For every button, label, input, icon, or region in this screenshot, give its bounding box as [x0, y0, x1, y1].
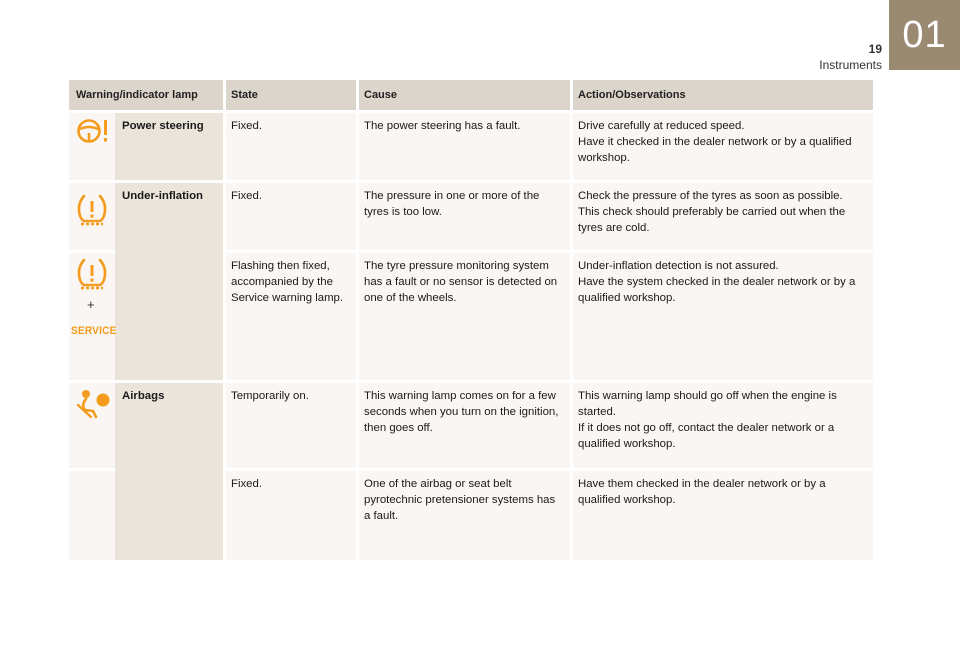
lamp-cause: This warning lamp comes on for a few seconds when you turn on the ignition, then goes off. [364, 390, 559, 434]
column-header-state: State [224, 80, 357, 110]
service-warning-icon: SERVICE [71, 325, 117, 337]
airbag-warning-icon [75, 389, 111, 424]
lamp-action: Under-inflation detection is not assured. Have the system checked in the dealer network or by a qualified workshop. [578, 260, 856, 304]
column-header-action: Action/Observations [571, 80, 873, 110]
lamp-action: Check the pressure of the tyres as soon as possible. This check should preferably be carried out when the tyres are cold. [578, 190, 846, 234]
column-header-lamp: Warning/indicator lamp [69, 80, 224, 110]
tyre-pressure-warning-icon [76, 257, 108, 296]
lamp-action: Have them checked in the dealer network or by a qualified workshop. [578, 478, 826, 506]
lamp-state: Temporarily on. [231, 390, 309, 402]
lamp-state: Fixed. [231, 190, 263, 202]
warning-lamp-table [69, 80, 873, 560]
plus-sign: + [87, 297, 95, 312]
lamp-name: Airbags [122, 390, 165, 402]
section-title: Instruments [819, 58, 882, 72]
lamp-cause: The pressure in one or more of the tyres is too low. [364, 190, 540, 218]
page-number: 19 [868, 42, 882, 56]
lamp-action: This warning lamp should go off when the engine is started. If it does not go off, contact the dealer network or a qualified workshop. [578, 390, 837, 450]
chapter-tab: 01 [889, 0, 960, 70]
lamp-state: Flashing then fixed, accompanied by the Service warning lamp. [231, 260, 344, 304]
lamp-cause: The power steering has a fault. [364, 120, 521, 132]
lamp-name: Power steering [122, 120, 204, 132]
column-header-cause: Cause [357, 80, 571, 110]
power-steering-warning-icon [76, 117, 112, 150]
lamp-state: Fixed. [231, 120, 263, 132]
lamp-state: Fixed. [231, 478, 263, 490]
tyre-pressure-warning-icon [76, 193, 108, 232]
lamp-action: Drive carefully at reduced speed. Have it checked in the dealer network or by a qualified workshop. [578, 120, 852, 164]
lamp-name: Under-inflation [122, 190, 203, 202]
lamp-cause: One of the airbag or seat belt pyrotechnic pretensioner systems has a fault. [364, 478, 556, 522]
name-column [115, 110, 224, 560]
lamp-cause: The tyre pressure monitoring system has a fault or no sensor is detected on one of the wheels. [364, 260, 558, 304]
